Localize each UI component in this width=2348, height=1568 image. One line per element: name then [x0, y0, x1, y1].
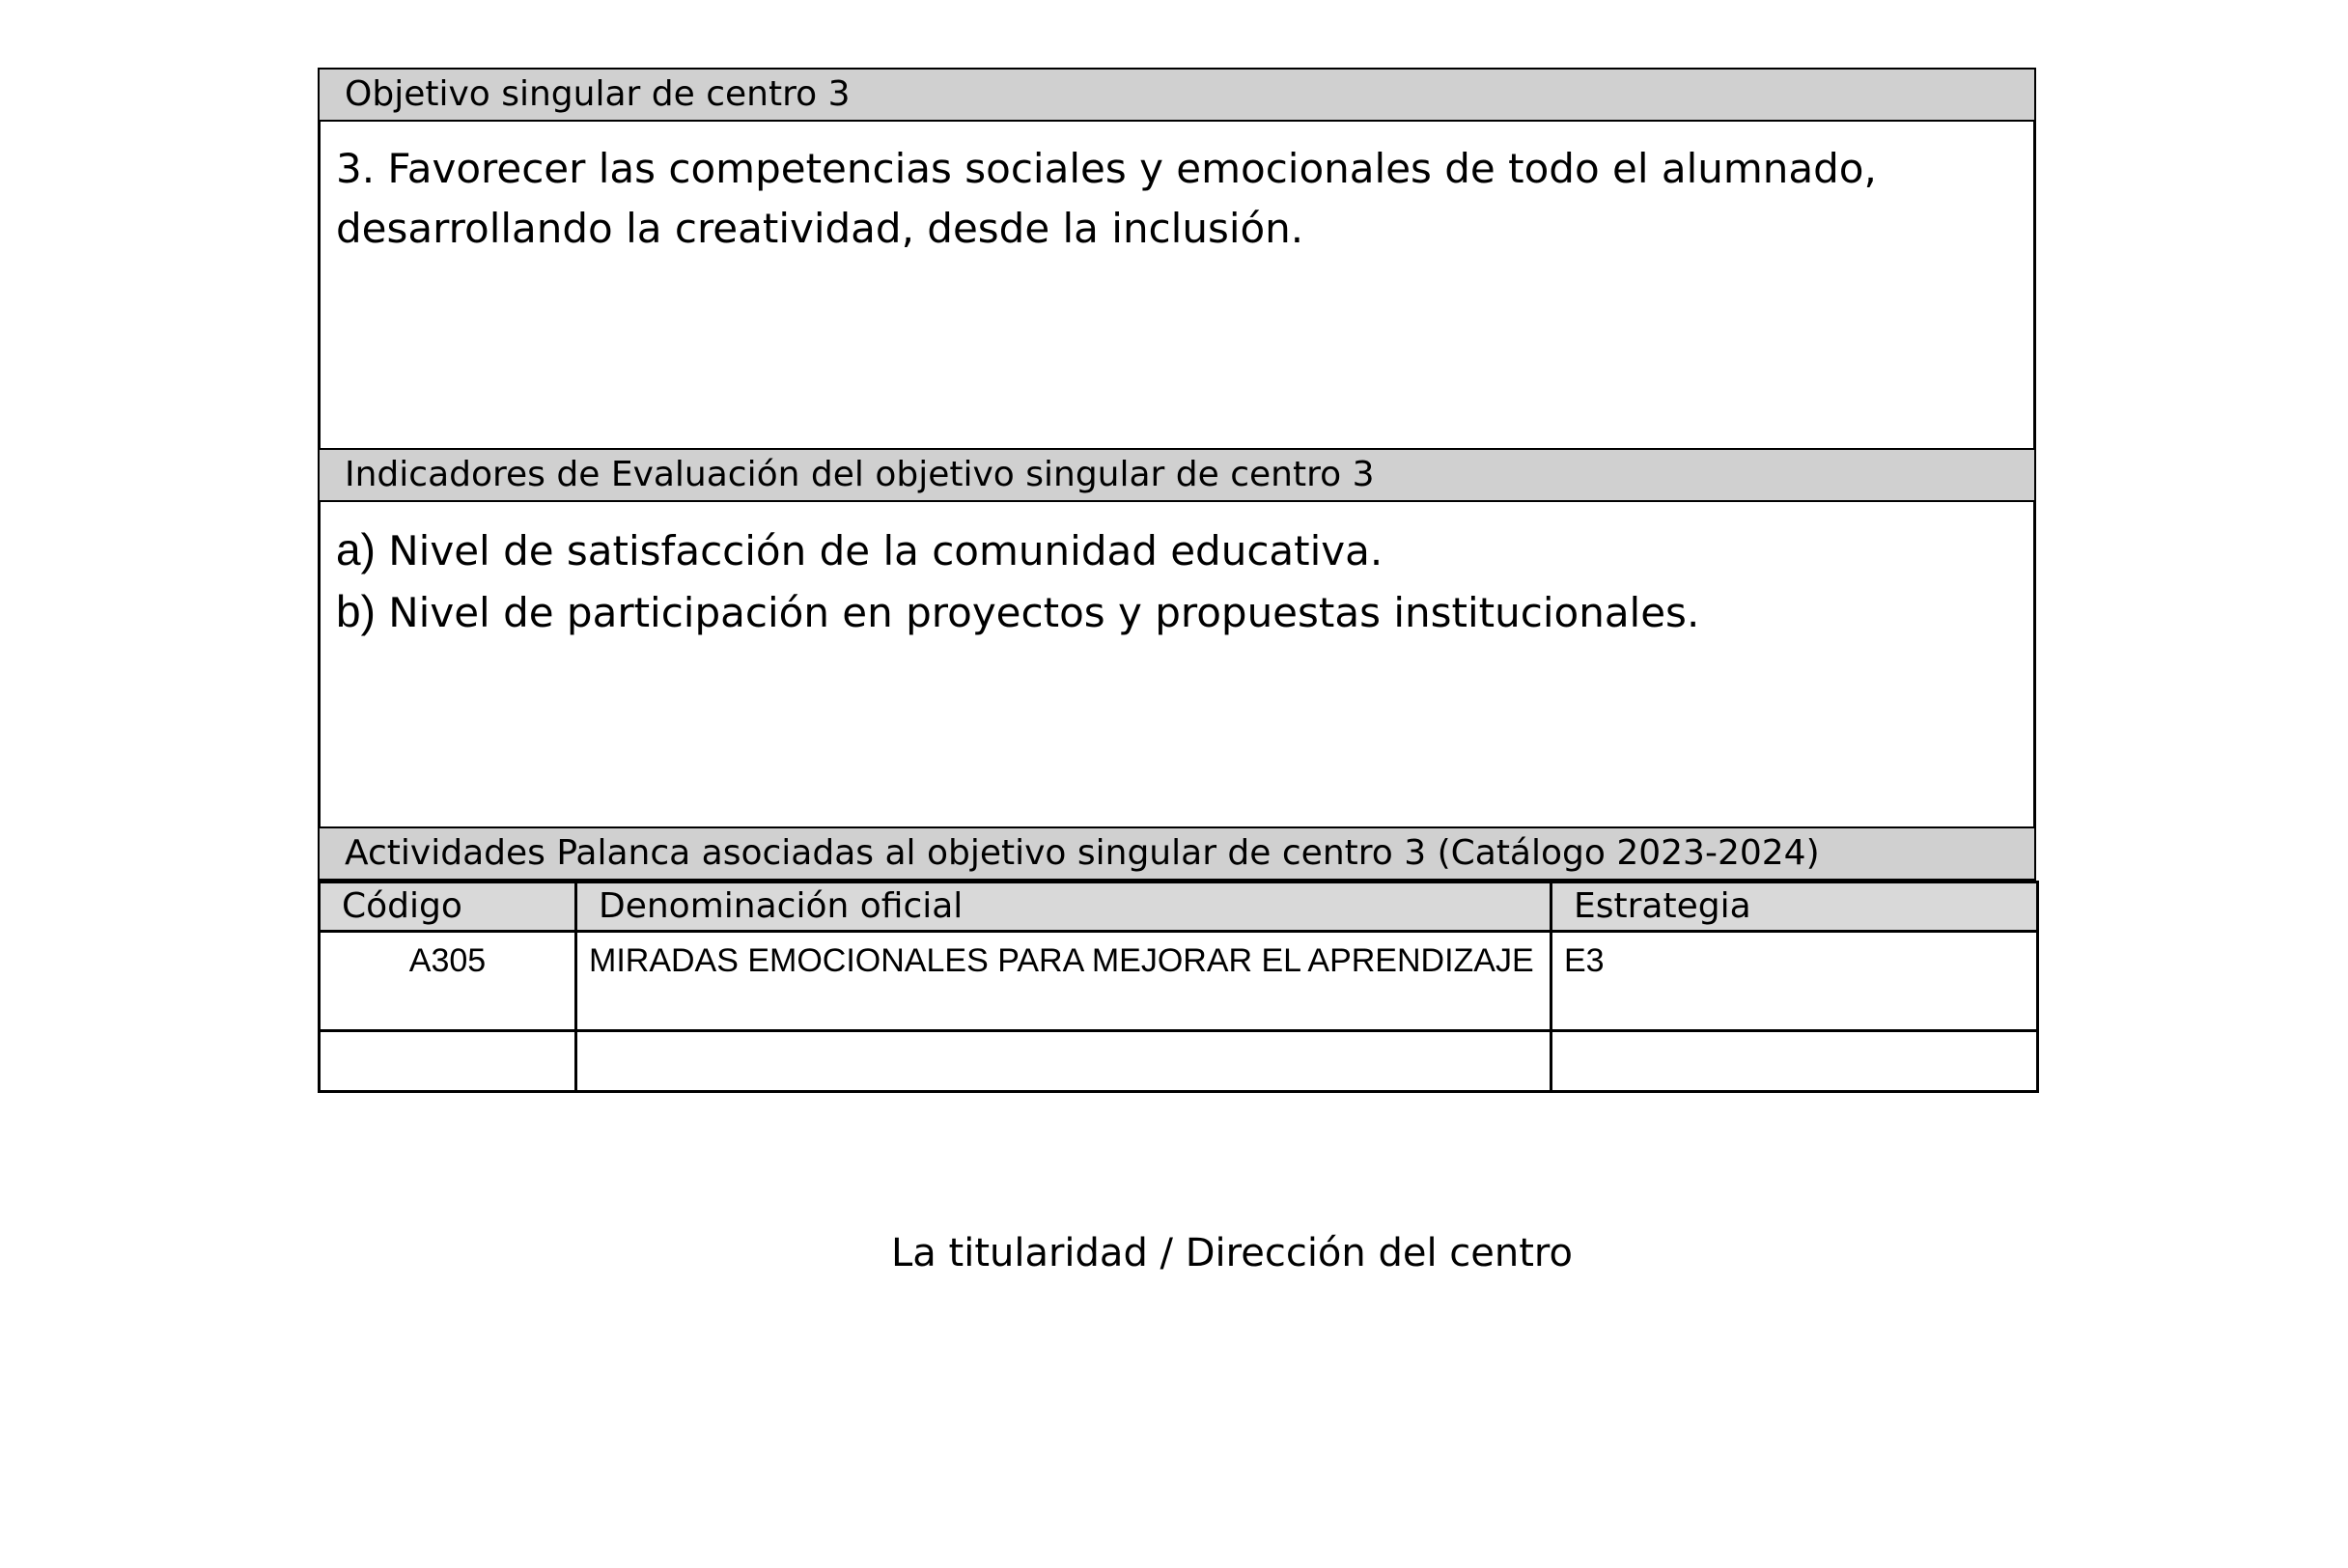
column-header-name: Denominación oficial: [576, 882, 1551, 932]
indicators-header: Indicadores de Evaluación del objetivo singular de centro 3: [318, 448, 2036, 502]
activity-name: [576, 1031, 1551, 1092]
activity-name: MIRADAS EMOCIONALES PARA MEJORAR EL APRENDIZAJE: [576, 932, 1551, 1031]
activity-strategy: E3: [1551, 932, 2038, 1031]
document-form: [318, 68, 2036, 1093]
indicators-box: [318, 502, 2036, 826]
table-header-row: [320, 882, 2038, 932]
activity-code: [320, 1031, 576, 1092]
indicator-letter: a): [336, 524, 376, 574]
indicator-item-b: [336, 581, 2018, 643]
objective-header: Objetivo singular de centro 3: [318, 68, 2036, 122]
indicator-text: Nivel de satisfacción de la comunidad educativa.: [388, 527, 1384, 574]
activities-header: Actividades Palanca asociadas al objetivo singular de centro 3 (Catálogo 2023-2024): [318, 826, 2036, 881]
objective-text: 3. Favorecer las competencias sociales y emocionales de todo el alumnado, desarrollando la creatividad, desde la inclusión.: [336, 145, 1877, 252]
activity-strategy: [1551, 1031, 2038, 1092]
indicator-letter: b): [336, 586, 376, 636]
column-header-code: Código: [320, 882, 576, 932]
column-header-strategy: Estrategia: [1551, 882, 2038, 932]
table-row: [320, 1031, 2038, 1092]
activity-code: A305: [320, 932, 576, 1031]
activities-table: [318, 881, 2039, 1093]
signature-label: La titularidad / Dirección del centro: [891, 1231, 1573, 1275]
objective-box: [318, 122, 2036, 448]
table-row: [320, 932, 2038, 1031]
indicator-text: Nivel de participación en proyectos y propuestas institucionales.: [388, 589, 1700, 636]
indicator-item-a: [336, 519, 2018, 581]
